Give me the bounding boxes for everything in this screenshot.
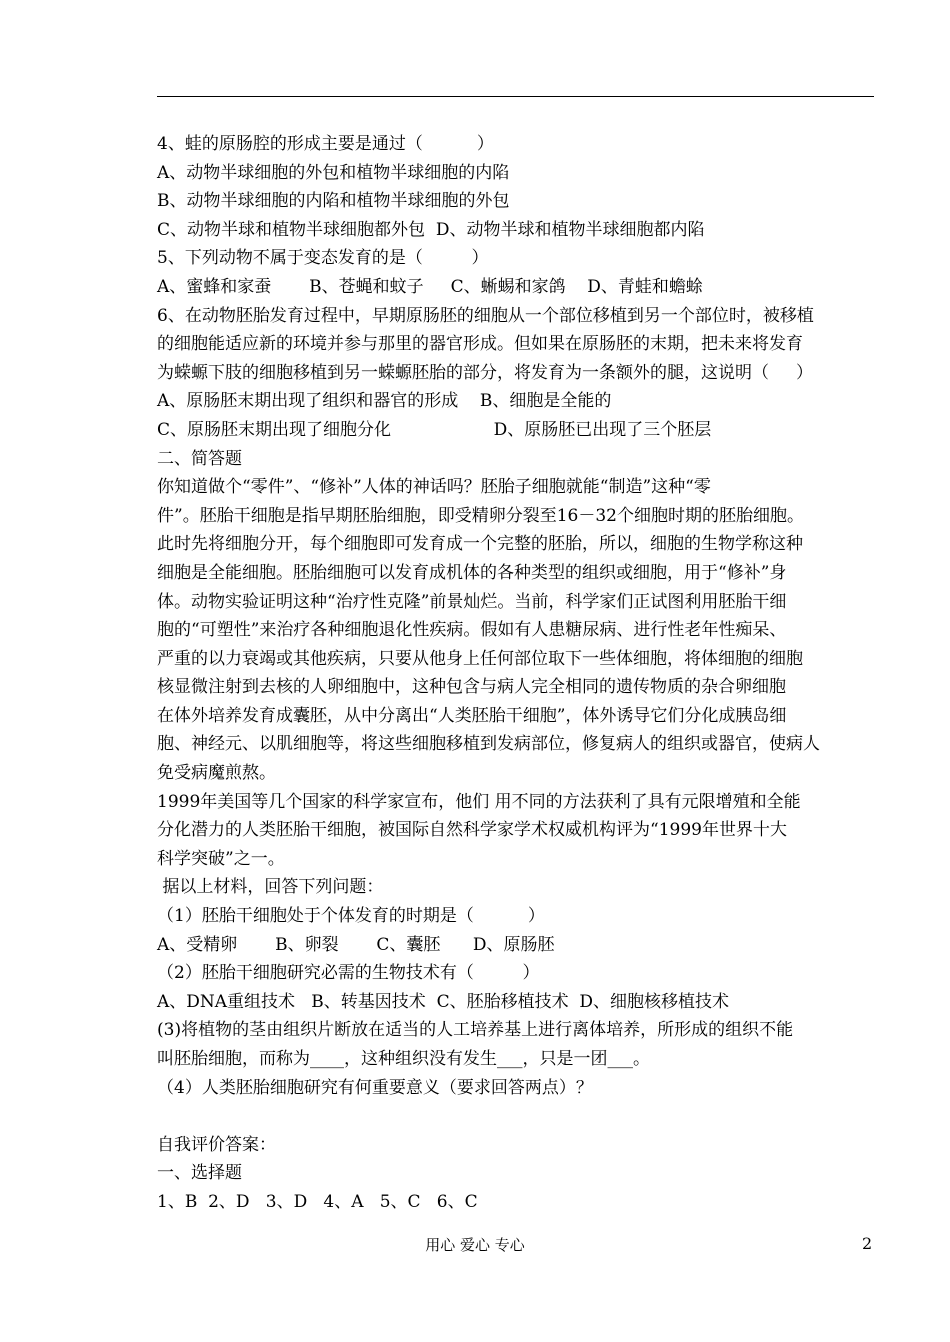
passage-line: 体。动物实验证明这种“治疗性克隆”前景灿烂。当前，科学家们正试图利用胚胎干细: [157, 591, 787, 612]
answer-list: 1、B 2、D 3、D 4、A 5、C 6、C: [157, 1191, 478, 1212]
sub-question-2-options: A、DNA重组技术 B、转基因技术 C、胚胎移植技术 D、细胞核移植技术: [157, 991, 730, 1012]
passage-line: 细胞是全能细胞。胚胎细胞可以发育成机体的各种类型的组织或细胞，用于“修补”身: [157, 562, 787, 583]
passage-line: 免受病魔煎熬。: [157, 763, 276, 784]
question-6-line-3: 为蝾螈下肢的细胞移植到另一蝾螈胚胎的部分，将发育为一条额外的腿，这说明（ ）: [157, 362, 814, 383]
question-6-line-1: 6、在动物胚胎发育过程中，早期原肠胚的细胞从一个部位移植到另一个部位时，被移植: [157, 305, 814, 326]
header-rule: [157, 96, 874, 97]
passage-line: 胞、神经元、以肌细胞等，将这些细胞移植到发病部位，修复病人的组织或器官，使病人: [157, 734, 820, 755]
passage-line: 此时先将细胞分开，每个细胞即可发育成一个完整的胚胎，所以，细胞的生物学称这种: [157, 534, 803, 555]
q4-option-a: A、动物半球细胞的外包和植物半球细胞的内陷: [157, 162, 510, 183]
answer-section-heading: 一、选择题: [157, 1163, 242, 1184]
section-heading-short-answer: 二、简答题: [157, 448, 242, 469]
passage-line: 科学突破”之一。: [157, 848, 285, 869]
q5-options: A、蜜蜂和家蚕 B、苍蝇和蚊子 C、蜥蜴和家鸽 D、青蛙和蟾蜍: [157, 276, 703, 297]
q4-option-b: B、动物半球细胞的内陷和植物半球细胞的外包: [157, 191, 510, 212]
question-4: 4、蛙的原肠腔的形成主要是通过（ ）: [157, 134, 494, 154]
sub-question-1: （1）胚胎干细胞处于个体发育的时期是（ ）: [157, 906, 545, 927]
sub-question-3-line-1: (3)将植物的茎由组织片断放在适当的人工培养基上进行离体培养，所形成的组织不能: [157, 1020, 794, 1041]
q4-option-cd: C、动物半球和植物半球细胞都外包 D、动物半球和植物半球细胞都内陷: [157, 219, 705, 240]
sub-question-3-line-2: 叫胚胎细胞，而称为____，这种组织没有发生___，只是一团___。: [157, 1049, 650, 1069]
passage-line: 严重的以力衰竭或其他疾病，只要从他身上任何部位取下一些体细胞，将体细胞的细胞: [157, 648, 803, 669]
answer-key-heading: 自我评价答案：: [157, 1134, 276, 1155]
passage-line: 胞的“可塑性”来治疗各种细胞退化性疾病。假如有人患糖尿病、进行性老年性痴呆、: [157, 620, 787, 641]
document-body: [157, 130, 874, 1217]
footer-motto: 用心 爱心 专心: [425, 1236, 525, 1254]
sub-question-4: （4）人类胚胎细胞研究有何重要意义（要求回答两点）？: [157, 1077, 593, 1098]
passage-line: 1999年美国等几个国家的科学家宣布，他们 用不同的方法获利了具有元限增殖和全能: [157, 791, 801, 812]
question-6-line-2: 的细胞能适应新的环境并参与那里的器官形成。但如果在原肠胚的末期，把未来将发育: [157, 334, 803, 355]
page-number: 2: [862, 1234, 873, 1253]
question-5: 5、下列动物不属于变态发育的是（ ）: [157, 248, 489, 269]
passage-line: 你知道做个“零件”、“修补”人体的神话吗？胚胎子细胞就能“制造”这种“零: [157, 477, 711, 498]
passage-line: 件”。胚胎干细胞是指早期胚胎细胞，即受精卵分裂至16－32个细胞时期的胚胎细胞。: [157, 505, 804, 526]
q6-options-cd: C、原肠胚末期出现了细胞分化 D、原肠胚已出现了三个胚层: [157, 419, 712, 440]
q6-options-ab: A、原肠胚末期出现了组织和器官的形成 B、细胞是全能的: [157, 391, 612, 412]
passage-line: 核显微注射到去核的人卵细胞中，这种包含与病人完全相同的遗传物质的杂合卵细胞: [157, 677, 786, 698]
sub-question-1-options: A、受精卵 B、卵裂 C、囊胚 D、原肠胚: [157, 934, 555, 955]
instruction: 据以上材料，回答下列问题：: [157, 877, 384, 898]
passage-line: 分化潜力的人类胚胎干细胞，被国际自然科学家学术权威机构评为“1999年世界十大: [157, 820, 787, 841]
blank-line: [157, 1102, 874, 1131]
sub-question-2: （2）胚胎干细胞研究必需的生物技术有（ ）: [157, 963, 540, 984]
passage-line: 在体外培养发育成囊胚，从中分离出“人类胚胎干细胞”，体外诱导它们分化成胰岛细: [157, 705, 787, 726]
